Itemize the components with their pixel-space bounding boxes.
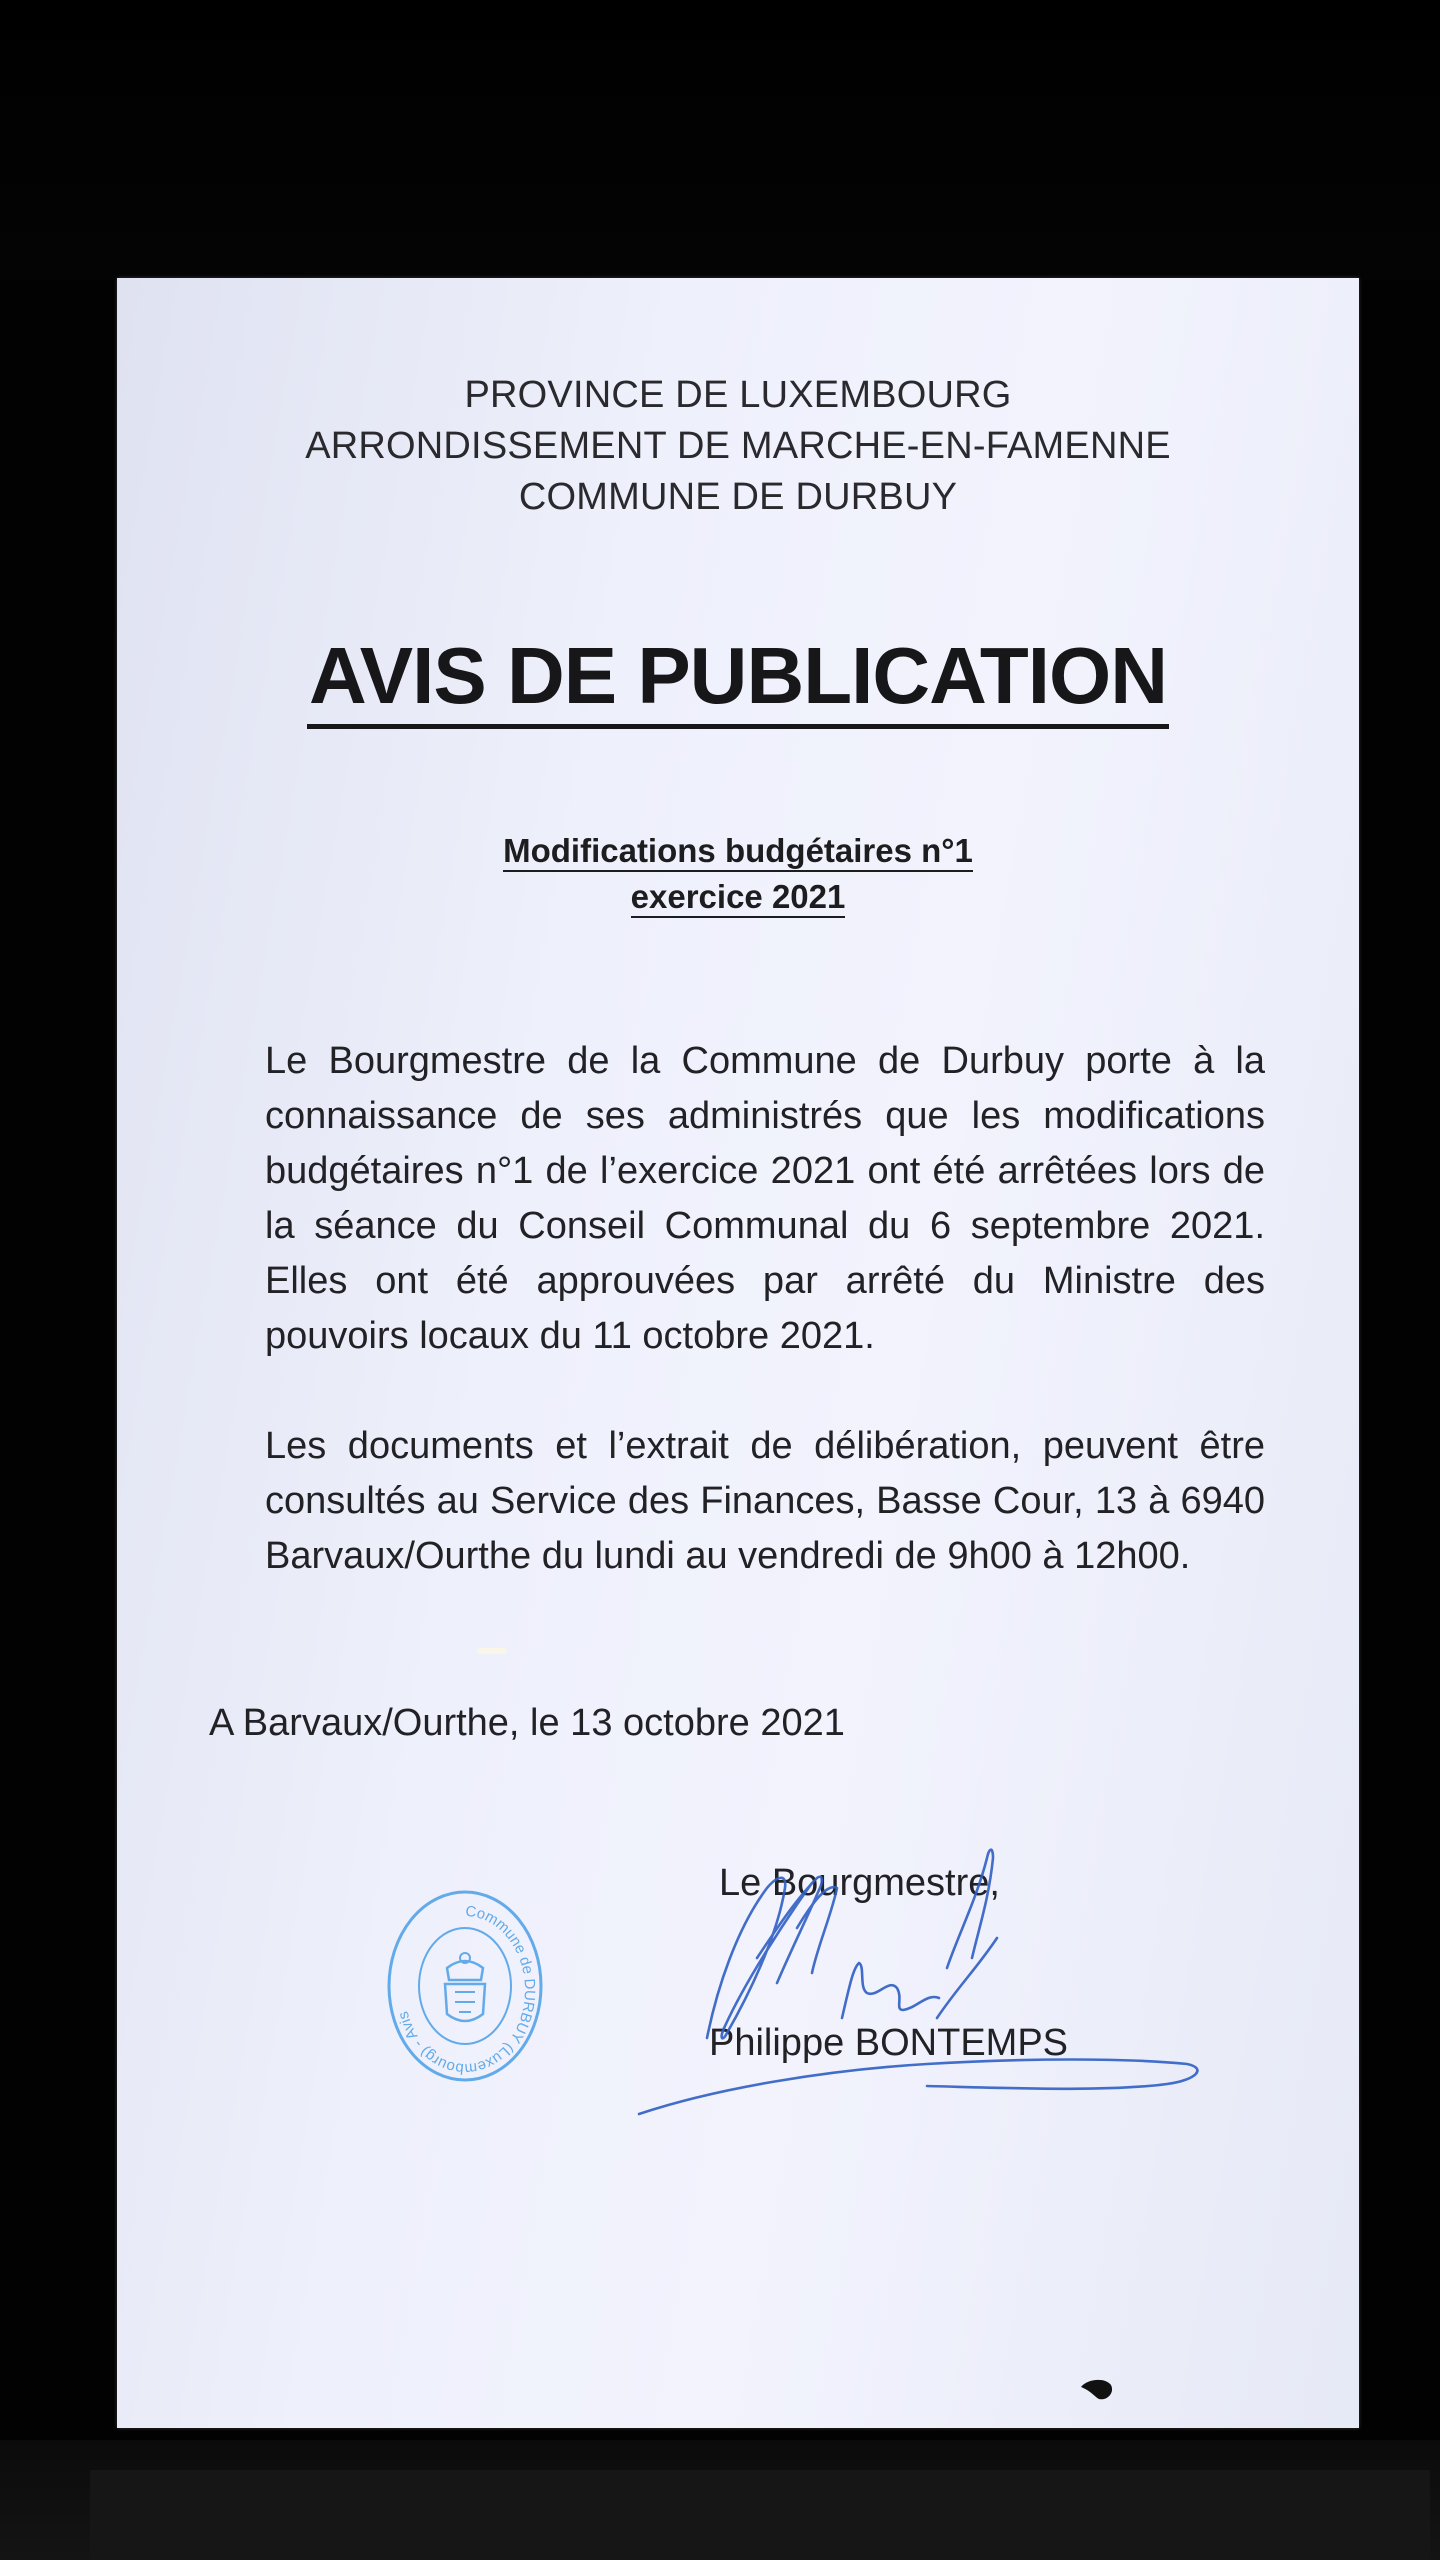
light-reflection bbox=[477, 1648, 507, 1654]
ink-blot-icon bbox=[1077, 2375, 1117, 2405]
subtitle-line-2: exercice 2021 bbox=[631, 878, 846, 918]
notice-title-text: AVIS DE PUBLICATION bbox=[307, 630, 1169, 729]
dark-background-top bbox=[0, 0, 1440, 280]
province-line: PROVINCE DE LUXEMBOURG bbox=[464, 374, 1012, 416]
municipal-stamp-icon bbox=[385, 1888, 545, 2084]
handwritten-signature-icon bbox=[627, 1788, 1217, 2128]
notice-subtitle bbox=[117, 828, 1359, 920]
subtitle-line-1: Modifications budgétaires n°1 bbox=[503, 832, 973, 872]
body-paragraph-1: Le Bourgmestre de la Commune de Durbuy porte à la connaissance de ses administrés que les modifications budgétaires n°1 de l’exercice 2021 ont été arrêtées lors de la séance du Conseil Communal du 6 septembre 2021. Elles ont été approuvées par arrêté du Ministre des pouvoirs locaux du 11 octobre 2021. bbox=[265, 1040, 1265, 1357]
notice-title bbox=[117, 630, 1359, 729]
arrondissement-line: ARRONDISSEMENT DE MARCHE-EN-FAMENNE bbox=[305, 425, 1171, 467]
issuing-authority-header bbox=[117, 370, 1359, 523]
commune-line: COMMUNE DE DURBUY bbox=[518, 476, 958, 518]
stamp-text: Commune de DURBUY (Luxembourg) - Avis bbox=[394, 1902, 539, 2078]
place-and-date: A Barvaux/Ourthe, le 13 octobre 2021 bbox=[209, 1702, 845, 1744]
signatory-title: Le Bourgmestre, bbox=[719, 1862, 1000, 1904]
signatory-name: Philippe BONTEMPS bbox=[709, 2022, 1069, 2064]
body-paragraph-2: Les documents et l’extrait de délibération, peuvent être consultés au Service des Finances, Basse Cour, 13 à 6940 Barvaux/Ourthe du lundi au vendredi de 9h00 à 12h00. bbox=[265, 1425, 1265, 1577]
display-frame-bottom bbox=[90, 2470, 1430, 2560]
notice-poster bbox=[117, 278, 1359, 2428]
